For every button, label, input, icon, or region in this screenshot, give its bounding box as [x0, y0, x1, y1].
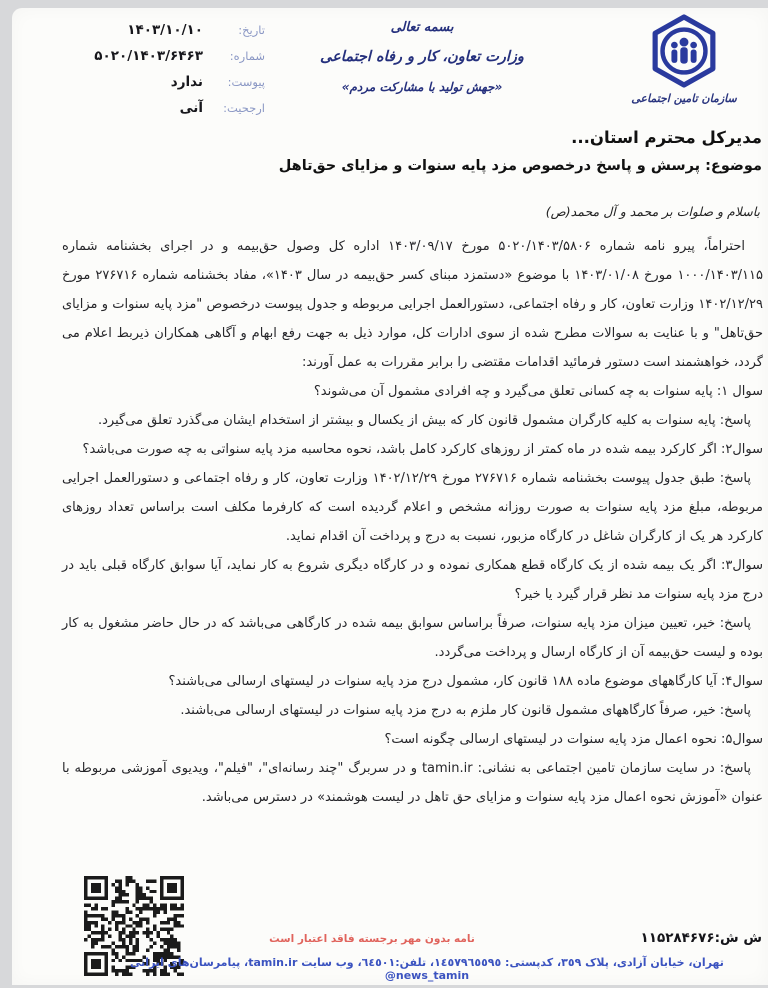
answer-4: پاسخ: خیر، صرفاً کارگاههای مشمول قانون کار ملزم به درج مزد پایه سنوات در لیستهای ارسالی می‌باشند.	[180, 703, 751, 718]
social-security-logo-icon	[647, 14, 721, 88]
attachment-value: ندارد	[170, 74, 203, 90]
question-1: سوال ۱: پایه سنوات به چه کسانی تعلق می‌گیرد و چه افرادی مشمول آن می‌شوند؟	[313, 384, 763, 399]
letterhead-center	[307, 18, 537, 94]
recipient-line: مدیرکل محترم استان...	[571, 128, 762, 147]
meta-row-number	[30, 48, 265, 74]
answer-5: پاسخ: در سایت سازمان تامین اجتماعی به نشانی: tamin.ir و در سربرگ "چند رسانه‌ای"، "فیلم"، ویدیوی آموزشی مربوطه با عنوان «آموزش نحوه اعمال مزد پایه سنوات و مزایای حق تاهل در لیست هوشمند» در دسترس می‌باشد.	[62, 761, 763, 805]
meta-row-date	[30, 22, 265, 48]
year-slogan: «جهش تولید با مشارکت مردم»	[341, 80, 503, 94]
letter-body	[62, 232, 763, 812]
ministry-name: وزارت تعاون، کار و رفاه اجتماعی	[320, 49, 524, 65]
answer-1: پاسخ: پایه سنوات به کلیه کارگران مشمول قانون کار که بیش از یکسال و بیشتر از استخدام ایشان می‌گذرد تعلق می‌گیرد.	[97, 413, 751, 428]
answer-2: پاسخ: طبق جدول پیوست بخشنامه شماره ۲۷۶۷۱۶ مورخ ۱۴۰۲/۱۲/۲۹ وزارت تعاون، کار و رفاه اجتماعی و دستورالعمل اجرایی مربوطه، مبلغ مزد پایه سنوات به صورت روزانه مشخص و اعلام گردیده است که کارفرما مکلف است براساس تعداد روزهای کارکرد هر یک از کارگران شاغل در کارگاه مزبور، نسبت به درج و پرداخت آن اقدام نماید.	[62, 471, 763, 544]
salutation-line: باسلام و صلوات بر محمد و آل محمد(ص)	[545, 204, 760, 219]
number-label: شماره:	[229, 49, 265, 63]
meta-row-attachment	[30, 74, 265, 100]
question-2: سوال۲: اگر کارکرد بیمه شده در ماه کمتر از روزهای کارکرد کامل باشد، نحوه محاسبه مزد پایه سنواتی به چه صورت می‌باشد؟	[82, 442, 763, 457]
number-value: ۵۰۲۰/۱۴۰۳/۶۴۶۳	[94, 48, 203, 64]
priority-value: آنی	[179, 100, 203, 116]
subject-line: موضوع: پرسش و پاسخ درخصوص مزد پایه سنوات و مزایای حق‌تاهل	[278, 158, 762, 174]
question-5: سوال۵: نحوه اعمال مزد پایه سنوات در لیستهای ارسالی چگونه است؟	[384, 732, 763, 747]
question-3: سوال۳: اگر یک بیمه شده از یک کارگاه قطع همکاری نموده و در کارگاه دیگری شروع به کار نماید، آیا سوابق کارگاه قبلی باید در درج مزد پایه سنوات مد نظر قرار گیرد یا خیر؟	[62, 558, 763, 602]
meta-row-priority	[30, 100, 265, 126]
answer-3: پاسخ: خیر، تعیین میزان مزد پایه سنوات، صرفاً براساس سوابق بیمه شده در کارگاهی می‌باشد که در حال حاضر مشغول به کار بوده و لیست حق‌بیمه آن از کارگاه ارسال و پرداخت می‌گردد.	[62, 616, 763, 660]
org-name: سازمان تامین اجتماعی	[631, 92, 737, 105]
org-logo-block	[614, 14, 754, 105]
serial-number: ش ش:۱۱۵۲۸۴۶۷۶	[640, 930, 762, 946]
stamp-validity-note: نامه بدون مهر برجسته فاقد اعتبار است	[269, 933, 475, 945]
intro-paragraph: احتراماً، پیرو نامه شماره ۵۰۲۰/۱۴۰۳/۵۸۰۶ مورخ ۱۴۰۳/۰۹/۱۷ اداره کل وصول حق‌بیمه و در اجرای بخشنامه شماره ۱۰۰۰/۱۴۰۳/۱۱۵ مورخ ۱۴۰۳/۰۱/۰۸ با موضوع «دستمزد مبنای کسر حق‌بیمه در سال ۱۴۰۳»، مفاد بخشنامه شماره ۲۷۶۷۱۶ مورخ ۱۴۰۲/۱۲/۲۹ وزارت تعاون، کار و رفاه اجتماعی، دستورالعمل اجرایی مربوطه و جدول پیوست درخصوص "مزد پایه سنوات و مزایای حق‌تاهل" و با عنایت به سوالات مطرح شده از سوی ادارات کل، موارد ذیل به جهت رفع ابهام و آگاهی همکاران ذیربط اعلام می گردد، خواهشمند است دستور فرمائید اقدامات مقتضی را برابر مقررات به عمل آورند:	[62, 239, 764, 370]
question-4: سوال۴: آیا کارگاههای موضوع ماده ۱۸۸ قانون کار، مشمول درج مزد پایه سنوات در لیستهای ارسالی می‌باشند؟	[168, 674, 763, 689]
attachment-label: پیوست:	[227, 75, 265, 89]
letter-page	[12, 8, 768, 985]
date-value: ۱۴۰۳/۱۰/۱۰	[127, 22, 203, 38]
besmele-text: بسمه تعالی	[390, 20, 454, 35]
priority-label: ارجحیت:	[223, 101, 265, 115]
footer-address: تهران، خیابان آزادی، پلاک ٣٥٩، کدپستی: ١٤٥٧٩٦٥٥٩٥، تلفن:٦٤٥٠١، وب سایت tamin.ir، پیامرسان‌های ایرانی ‎@news_tamin	[130, 956, 724, 982]
date-label: تاریخ:	[238, 23, 265, 37]
header-meta	[30, 22, 265, 126]
